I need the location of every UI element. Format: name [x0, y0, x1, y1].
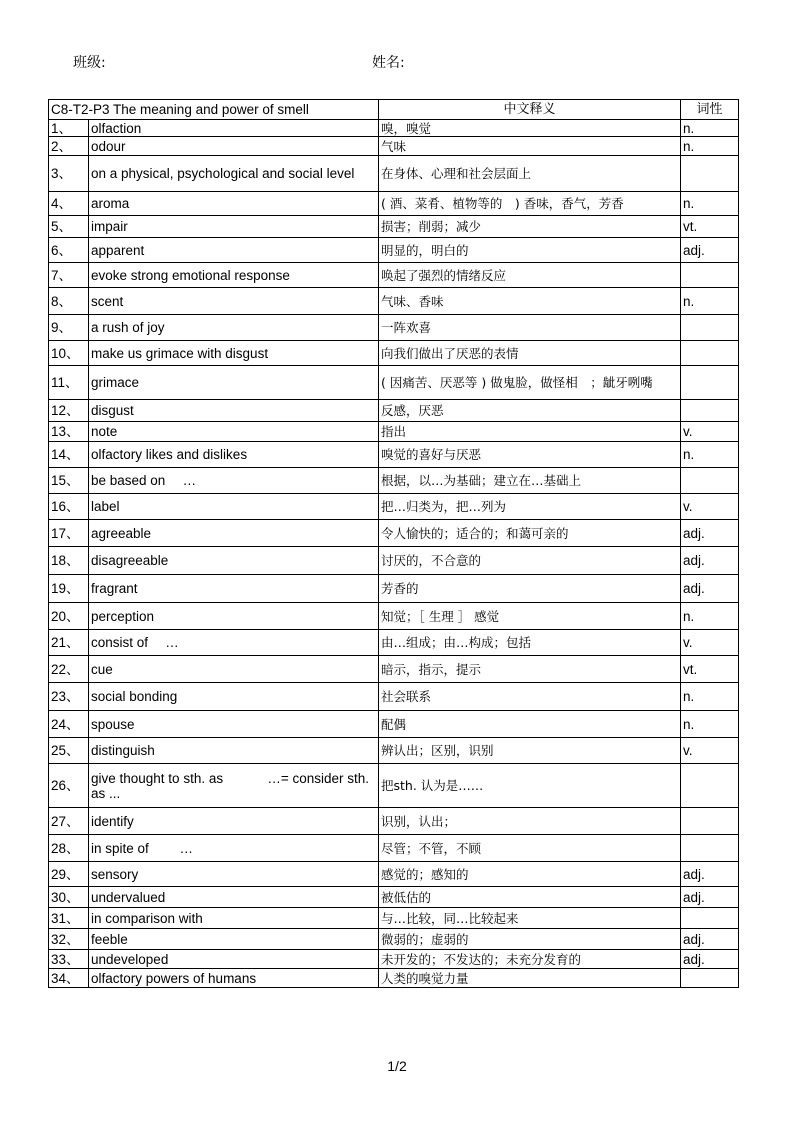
chinese-meaning: 气味、香味 — [379, 288, 681, 315]
chinese-meaning: 指出 — [379, 422, 681, 442]
part-of-speech: v. — [681, 494, 739, 520]
row-number: 8、 — [49, 288, 89, 315]
part-of-speech — [681, 263, 739, 288]
chinese-meaning: 嗅觉的喜好与厌恶 — [379, 442, 681, 468]
row-number: 28、 — [49, 835, 89, 862]
table-row — [49, 603, 739, 630]
english-term: label — [89, 494, 379, 520]
part-of-speech — [681, 156, 739, 192]
table-row — [49, 520, 739, 547]
english-term: disgust — [89, 400, 379, 422]
row-number: 20、 — [49, 603, 89, 630]
part-of-speech — [681, 835, 739, 862]
table-row — [49, 442, 739, 468]
table-row — [49, 630, 739, 656]
row-number: 30、 — [49, 887, 89, 908]
row-number: 31、 — [49, 908, 89, 929]
row-number: 21、 — [49, 630, 89, 656]
row-number: 19、 — [49, 575, 89, 603]
chinese-meaning: 社会联系 — [379, 683, 681, 711]
row-number: 6、 — [49, 238, 89, 263]
table-row — [49, 238, 739, 263]
english-term: feeble — [89, 929, 379, 950]
part-of-speech: v. — [681, 738, 739, 764]
english-term: be based on … — [89, 468, 379, 494]
chinese-meaning: 讨厌的，不合意的 — [379, 547, 681, 575]
row-number: 22、 — [49, 656, 89, 683]
english-term: disagreeable — [89, 547, 379, 575]
english-term: undervalued — [89, 887, 379, 908]
row-number: 7、 — [49, 263, 89, 288]
english-term: on a physical, psychological and social level — [89, 156, 379, 192]
part-of-speech: n. — [681, 288, 739, 315]
table-row — [49, 192, 739, 216]
vocabulary-table — [48, 99, 739, 988]
chinese-meaning: 根据，以…为基础；建立在…基础上 — [379, 468, 681, 494]
english-term: odour — [89, 137, 379, 156]
table-row — [49, 835, 739, 862]
english-term: sensory — [89, 862, 379, 887]
table-row — [49, 468, 739, 494]
part-of-speech: v. — [681, 630, 739, 656]
chinese-meaning: 明显的，明白的 — [379, 238, 681, 263]
chinese-meaning: 由…组成；由…构成；包括 — [379, 630, 681, 656]
english-term: identify — [89, 808, 379, 835]
part-of-speech: adj. — [681, 520, 739, 547]
row-number: 14、 — [49, 442, 89, 468]
table-title: C8-T2-P3 The meaning and power of smell — [49, 100, 379, 120]
english-term: note — [89, 422, 379, 442]
table-row — [49, 711, 739, 738]
table-row — [49, 929, 739, 950]
english-term: perception — [89, 603, 379, 630]
part-of-speech: n. — [681, 192, 739, 216]
row-number: 4、 — [49, 192, 89, 216]
row-number: 2、 — [49, 137, 89, 156]
english-term: social bonding — [89, 683, 379, 711]
table-row — [49, 216, 739, 238]
chinese-meaning: 知觉；［ 生理 ］ 感觉 — [379, 603, 681, 630]
chinese-meaning: 辨认出；区别，识别 — [379, 738, 681, 764]
english-term: in spite of … — [89, 835, 379, 862]
row-number: 27、 — [49, 808, 89, 835]
chinese-meaning: 把sth. 认为是…… — [379, 764, 681, 808]
english-term: a rush of joy — [89, 315, 379, 341]
row-number: 3、 — [49, 156, 89, 192]
part-of-speech — [681, 969, 739, 988]
part-of-speech — [681, 764, 739, 808]
part-of-speech — [681, 908, 739, 929]
table-row — [49, 366, 739, 400]
part-of-speech — [681, 341, 739, 366]
row-number: 5、 — [49, 216, 89, 238]
english-term: olfactory powers of humans — [89, 969, 379, 988]
table-row — [49, 969, 739, 988]
part-of-speech: vt. — [681, 656, 739, 683]
part-of-speech: adj. — [681, 238, 739, 263]
part-of-speech: adj. — [681, 950, 739, 969]
part-of-speech — [681, 400, 739, 422]
part-of-speech — [681, 808, 739, 835]
chinese-meaning: 反感，厌恶 — [379, 400, 681, 422]
class-label: 班级: — [73, 55, 106, 71]
english-term: undeveloped — [89, 950, 379, 969]
column-header-meaning: 中文释义 — [379, 100, 681, 120]
name-label: 姓名: — [372, 55, 405, 71]
table-header-row — [49, 100, 739, 120]
part-of-speech: vt. — [681, 216, 739, 238]
chinese-meaning: ( 因痛苦、厌恶等 ) 做鬼脸，做怪相 ；龇牙咧嘴 — [379, 366, 681, 400]
english-term: consist of … — [89, 630, 379, 656]
row-number: 29、 — [49, 862, 89, 887]
english-term: give thought to sth. as …= consider sth. as ... — [89, 764, 379, 808]
row-number: 16、 — [49, 494, 89, 520]
table-row — [49, 494, 739, 520]
chinese-meaning: 唤起了强烈的情绪反应 — [379, 263, 681, 288]
chinese-meaning: 与…比较，同…比较起来 — [379, 908, 681, 929]
table-row — [49, 950, 739, 969]
part-of-speech: n. — [681, 603, 739, 630]
part-of-speech: adj. — [681, 929, 739, 950]
row-number: 15、 — [49, 468, 89, 494]
row-number: 9、 — [49, 315, 89, 341]
row-number: 26、 — [49, 764, 89, 808]
english-term: make us grimace with disgust — [89, 341, 379, 366]
part-of-speech: adj. — [681, 575, 739, 603]
part-of-speech: n. — [681, 442, 739, 468]
part-of-speech: n. — [681, 711, 739, 738]
table-row — [49, 288, 739, 315]
row-number: 32、 — [49, 929, 89, 950]
table-row — [49, 656, 739, 683]
english-term: olfactory likes and dislikes — [89, 442, 379, 468]
part-of-speech — [681, 468, 739, 494]
table-row — [49, 683, 739, 711]
chinese-meaning: 芳香的 — [379, 575, 681, 603]
table-row — [49, 137, 739, 156]
part-of-speech: adj. — [681, 887, 739, 908]
row-number: 10、 — [49, 341, 89, 366]
english-term: distinguish — [89, 738, 379, 764]
english-term: scent — [89, 288, 379, 315]
table-row — [49, 764, 739, 808]
chinese-meaning: 气味 — [379, 137, 681, 156]
table-row — [49, 120, 739, 137]
row-number: 1、 — [49, 120, 89, 137]
english-term: cue — [89, 656, 379, 683]
chinese-meaning: 损害；削弱；减少 — [379, 216, 681, 238]
chinese-meaning: 一阵欢喜 — [379, 315, 681, 341]
chinese-meaning: 令人愉快的；适合的；和蔼可亲的 — [379, 520, 681, 547]
table-row — [49, 887, 739, 908]
chinese-meaning: 尽管；不管，不顾 — [379, 835, 681, 862]
row-number: 25、 — [49, 738, 89, 764]
chinese-meaning: 被低估的 — [379, 887, 681, 908]
english-term: evoke strong emotional response — [89, 263, 379, 288]
part-of-speech: n. — [681, 120, 739, 137]
table-row — [49, 908, 739, 929]
table-row — [49, 575, 739, 603]
part-of-speech: adj. — [681, 862, 739, 887]
table-row — [49, 263, 739, 288]
row-number: 11、 — [49, 366, 89, 400]
table-row — [49, 808, 739, 835]
part-of-speech — [681, 366, 739, 400]
chinese-meaning: 向我们做出了厌恶的表情 — [379, 341, 681, 366]
part-of-speech: v. — [681, 422, 739, 442]
chinese-meaning: ( 酒、菜肴、植物等的 ) 香味，香气，芳香 — [379, 192, 681, 216]
column-header-pos: 词性 — [681, 100, 739, 120]
row-number: 18、 — [49, 547, 89, 575]
row-number: 12、 — [49, 400, 89, 422]
chinese-meaning: 人类的嗅觉力量 — [379, 969, 681, 988]
english-term: olfaction — [89, 120, 379, 137]
row-number: 33、 — [49, 950, 89, 969]
table-row — [49, 422, 739, 442]
table-row — [49, 862, 739, 887]
chinese-meaning: 未开发的；不发达的；未充分发育的 — [379, 950, 681, 969]
chinese-meaning: 感觉的；感知的 — [379, 862, 681, 887]
chinese-meaning: 嗅，嗅觉 — [379, 120, 681, 137]
english-term: impair — [89, 216, 379, 238]
part-of-speech — [681, 315, 739, 341]
english-term: fragrant — [89, 575, 379, 603]
english-term: in comparison with — [89, 908, 379, 929]
table-row — [49, 315, 739, 341]
row-number: 24、 — [49, 711, 89, 738]
table-row — [49, 341, 739, 366]
table-row — [49, 400, 739, 422]
chinese-meaning: 在身体、心理和社会层面上 — [379, 156, 681, 192]
page-number: 1/2 — [387, 1058, 407, 1074]
table-body — [49, 120, 739, 988]
row-number: 23、 — [49, 683, 89, 711]
part-of-speech: adj. — [681, 547, 739, 575]
chinese-meaning: 暗示，指示，提示 — [379, 656, 681, 683]
row-number: 34、 — [49, 969, 89, 988]
english-term: agreeable — [89, 520, 379, 547]
row-number: 13、 — [49, 422, 89, 442]
table-row — [49, 738, 739, 764]
chinese-meaning: 配偶 — [379, 711, 681, 738]
part-of-speech: n. — [681, 683, 739, 711]
english-term: apparent — [89, 238, 379, 263]
english-term: aroma — [89, 192, 379, 216]
english-term: spouse — [89, 711, 379, 738]
part-of-speech: n. — [681, 137, 739, 156]
english-term: grimace — [89, 366, 379, 400]
table-row — [49, 547, 739, 575]
table-row — [49, 156, 739, 192]
chinese-meaning: 识别，认出； — [379, 808, 681, 835]
chinese-meaning: 把…归类为，把…列为 — [379, 494, 681, 520]
chinese-meaning: 微弱的；虚弱的 — [379, 929, 681, 950]
row-number: 17、 — [49, 520, 89, 547]
